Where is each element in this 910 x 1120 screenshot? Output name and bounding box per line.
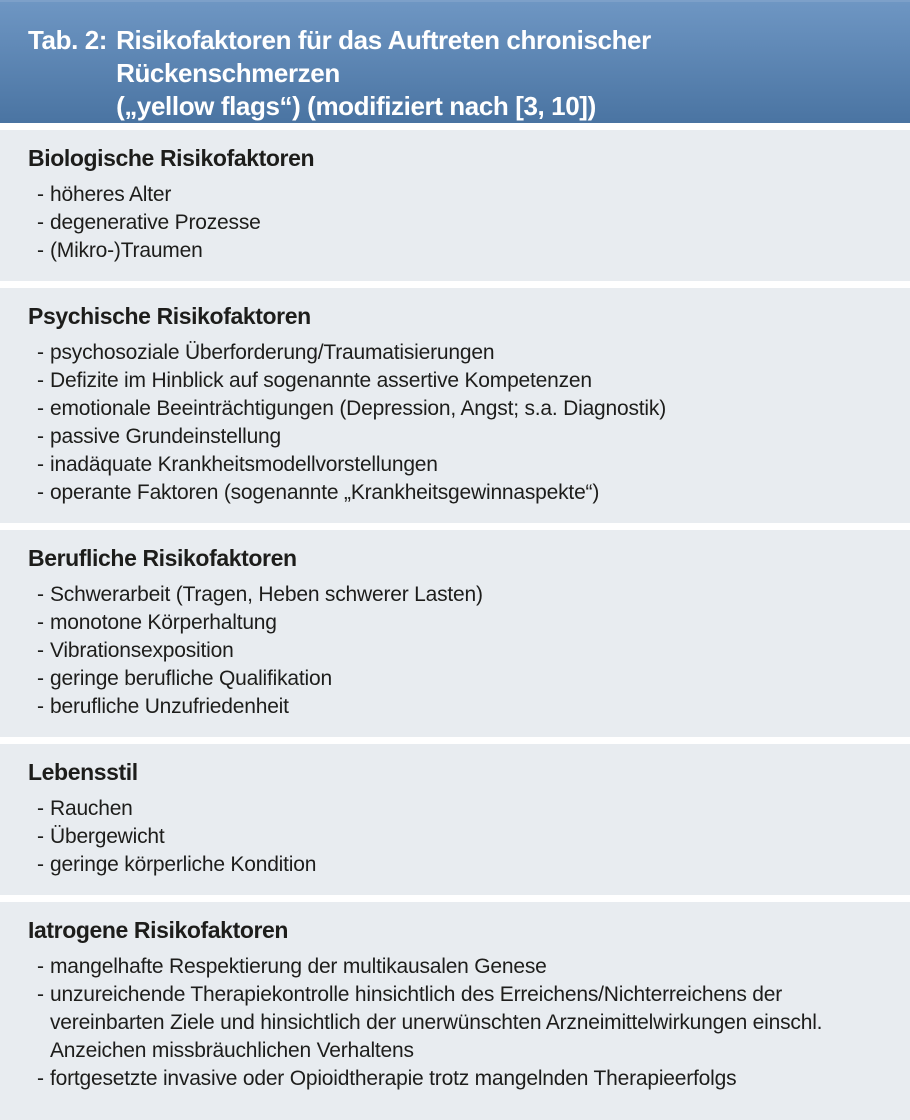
list-item [28,581,890,609]
dash-bullet: - [37,639,44,662]
list-item [28,693,890,721]
dash-bullet: - [37,853,44,876]
list-item-text: geringe körperliche Kondition [50,853,317,876]
dash-bullet: - [37,481,44,504]
section-psychische-risikofaktoren [0,288,910,523]
dash-bullet: - [37,397,44,420]
list-item-text: (Mikro-)Traumen [50,239,203,262]
dash-bullet: - [37,983,44,1006]
section-item-list [28,795,890,879]
dash-bullet: - [37,1067,44,1090]
list-item [28,181,890,209]
list-item-text: Vibrationsexposition [50,639,234,662]
dash-bullet: - [37,955,44,978]
dash-bullet: - [37,425,44,448]
list-item [28,953,890,981]
section-title: Biologische Risikofaktoren [28,145,315,171]
list-item [28,665,890,693]
list-item-text: inadäquate Krankheitsmodellvorstellungen [50,453,438,476]
dash-bullet: - [37,183,44,206]
list-item [28,479,890,507]
dash-bullet: - [37,667,44,690]
dash-bullet: - [37,341,44,364]
list-item-text: geringe berufliche Qualifikation [50,667,332,690]
section-item-list [28,181,890,265]
table-title-line2: („yellow flags“) (modifiziert nach [3, 10]) [116,91,596,121]
list-item-text: unzureichende Therapiekontrolle hinsichtlich des Erreichens/Nichterreichens der vereinbarten Ziele und hinsichtlich der unerwünschten Arzneimittelwirkungen einschl. Anzeichen missbräuchlichen Verhaltens [50,983,823,1062]
list-item [28,851,890,879]
list-item-text: Defizite im Hinblick auf sogenannte assertive Kompetenzen [50,369,592,392]
list-item [28,209,890,237]
table-caption-bar [0,0,910,123]
dash-bullet: - [37,239,44,262]
table-title-line1: Risikofaktoren für das Auftreten chronischer Rückenschmerzen [116,25,651,88]
list-item-text: psychosoziale Überforderung/Traumatisierungen [50,341,495,364]
list-item [28,367,890,395]
section-title: Psychische Risikofaktoren [28,303,311,329]
list-item [28,395,890,423]
list-item [28,823,890,851]
dash-bullet: - [37,695,44,718]
list-item-text: höheres Alter [50,183,172,206]
list-item-text: mangelhafte Respektierung der multikausalen Genese [50,955,547,978]
section-lebensstil [0,744,910,895]
list-item-text: berufliche Unzufriedenheit [50,695,289,718]
list-item [28,981,890,1065]
section-berufliche-risikofaktoren [0,530,910,737]
list-item [28,451,890,479]
list-item-text: operante Faktoren (sogenannte „Krankheitsgewinnaspekte“) [50,481,600,504]
list-item-text: Übergewicht [50,825,165,848]
section-iatrogene-risikofaktoren [0,902,910,1120]
dash-bullet: - [37,453,44,476]
section-title: Lebensstil [28,759,138,785]
dash-bullet: - [37,825,44,848]
section-item-list [28,339,890,507]
list-item [28,1065,890,1093]
list-item-text: emotionale Beeinträchtigungen (Depression, Angst; s.a. Diagnostik) [50,397,666,420]
table-body [0,130,910,1120]
dash-bullet: - [37,583,44,606]
list-item [28,237,890,265]
table-number-label: Tab. 2: [28,25,108,55]
table-caption-text [116,24,880,123]
list-item [28,795,890,823]
list-item-text: fortgesetzte invasive oder Opioidtherapie trotz mangelnden Therapieerfolgs [50,1067,737,1090]
list-item [28,609,890,637]
list-item-text: Schwerarbeit (Tragen, Heben schwerer Lasten) [50,583,483,606]
list-item [28,423,890,451]
section-biologische-risikofaktoren [0,130,910,281]
section-title: Berufliche Risikofaktoren [28,545,297,571]
section-item-list [28,953,890,1093]
list-item-text: passive Grundeinstellung [50,425,282,448]
list-item [28,637,890,665]
list-item-text: degenerative Prozesse [50,211,261,234]
dash-bullet: - [37,797,44,820]
list-item [28,339,890,367]
section-item-list [28,581,890,721]
dash-bullet: - [37,369,44,392]
dash-bullet: - [37,611,44,634]
list-item-text: monotone Körperhaltung [50,611,277,634]
list-item-text: Rauchen [50,797,133,820]
section-title: Iatrogene Risikofaktoren [28,917,289,943]
dash-bullet: - [37,211,44,234]
